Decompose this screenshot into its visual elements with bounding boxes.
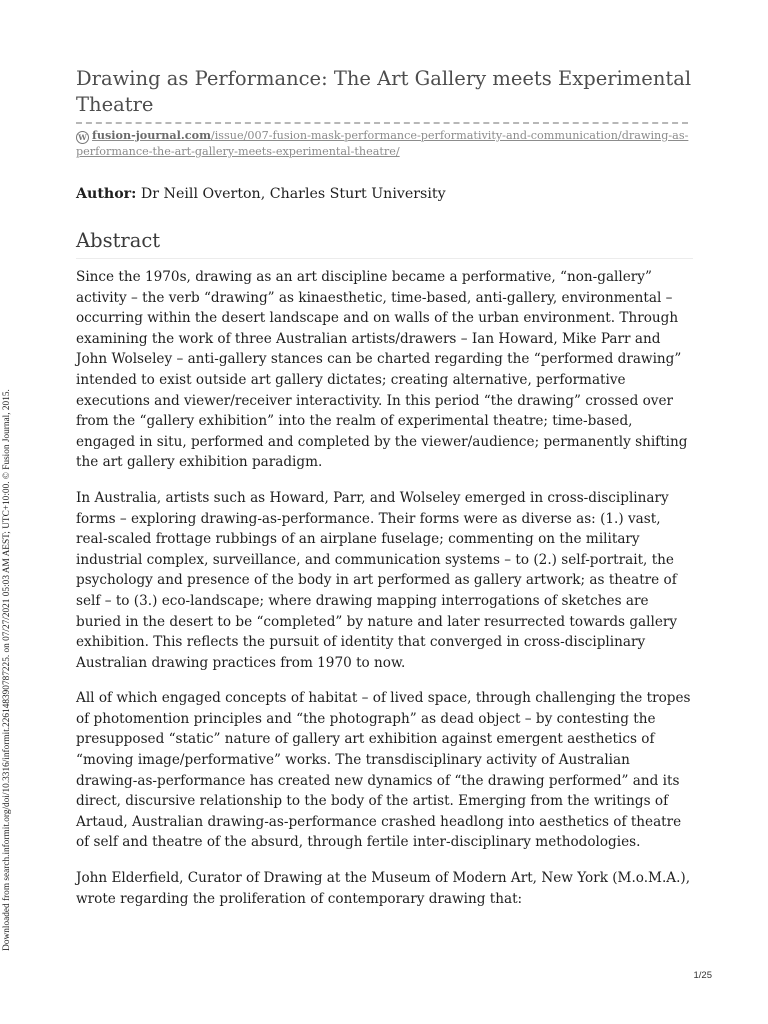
abstract-paragraph: Since the 1970s, drawing as an art discipline became a performative, “non-gallery” activity – the verb “drawing” as kinaesthetic, time-based, anti-gallery, environmental – occurring within the desert landscape and on walls of the urban environment. Through examining the work of three Australian artists/drawers – Ian Howard, Mike Parr and John Wolseley – anti-gallery stances can be charted regarding the “performed drawing” intended to exist outside art gallery dictates; creating alternative, performative executions and viewer/receiver interactivity. In this period “the drawing” crossed over from the “gallery exhibition” into the realm of experimental theatre; time-based, engaged in situ, performed and completed by the viewer/audience; permanently shifting the art gallery exhibition paradigm. [76, 269, 688, 471]
section-heading-abstract: Abstract [76, 228, 693, 259]
source-link[interactable] [76, 128, 693, 159]
author-line [76, 185, 693, 204]
page-number: 1/25 [693, 970, 712, 981]
source-domain[interactable]: fusion-journal.com [92, 128, 211, 142]
author-value: Dr Neill Overton, Charles Sturt University [140, 186, 446, 202]
abstract-paragraph: John Elderfield, Curator of Drawing at the Museum of Modern Art, New York (M.o.M.A.), wrote regarding the proliferation of contemporary drawing that: [76, 870, 691, 907]
source-path[interactable]: /issue/007-fusion-mask-performance-performativity-and-communication/drawing-as-performance-the-art-gallery-meets-experimental-theatre/ [76, 129, 689, 158]
article-page [76, 66, 693, 909]
abstract-paragraph: In Australia, artists such as Howard, Parr, and Wolseley emerged in cross-disciplinary forms – exploring drawing-as-performance. Their forms were as diverse as: (1.) vast, real-scaled frottage rubbings of an airplane fuselage; commenting on the military industrial complex, surveillance, and communication systems – to (2.) self-portrait, the psychology and presence of the body in art performed as gallery artwork; as theatre of self – to (3.) eco-landscape; where drawing mapping interrogations of sketches are buried in the desert to be “completed” by nature and later resurrected towards gallery exhibition. This reflects the pursuit of identity that converged in cross-disciplinary Australian drawing practices from 1970 to now. [76, 489, 678, 671]
download-notice-text: Downloaded from search.informit.org/doi/10.3316/informit.226148390787225. on 07/27/2021 05:03 AM AEST; UTC+10:00. © Fusion Journal, 2015. [2, 389, 12, 951]
article-title: Drawing as Performance: The Art Gallery meets Experimental Theatre [76, 67, 692, 116]
download-notice [0, 0, 14, 1024]
wordpress-icon: W [76, 131, 89, 144]
author-label: Author: [76, 186, 137, 202]
title-divider [76, 122, 688, 124]
abstract-paragraph: All of which engaged concepts of habitat – of lived space, through challenging the tropes of photomention principles and “the photograph” as dead object – by contesting the presupposed “static” nature of gallery art exhibition against emergent aesthetics of “moving image/performative” works. The transdisciplinary activity of Australian drawing-as-performance has created new dynamics of “the drawing performed” and its direct, discursive relationship to the body of the artist. Emerging from the writings of Artaud, Australian drawing-as-performance crashed headlong into aesthetics of theatre of self and theatre of the absurd, through fertile inter-disciplinary methodologies. [76, 690, 691, 851]
